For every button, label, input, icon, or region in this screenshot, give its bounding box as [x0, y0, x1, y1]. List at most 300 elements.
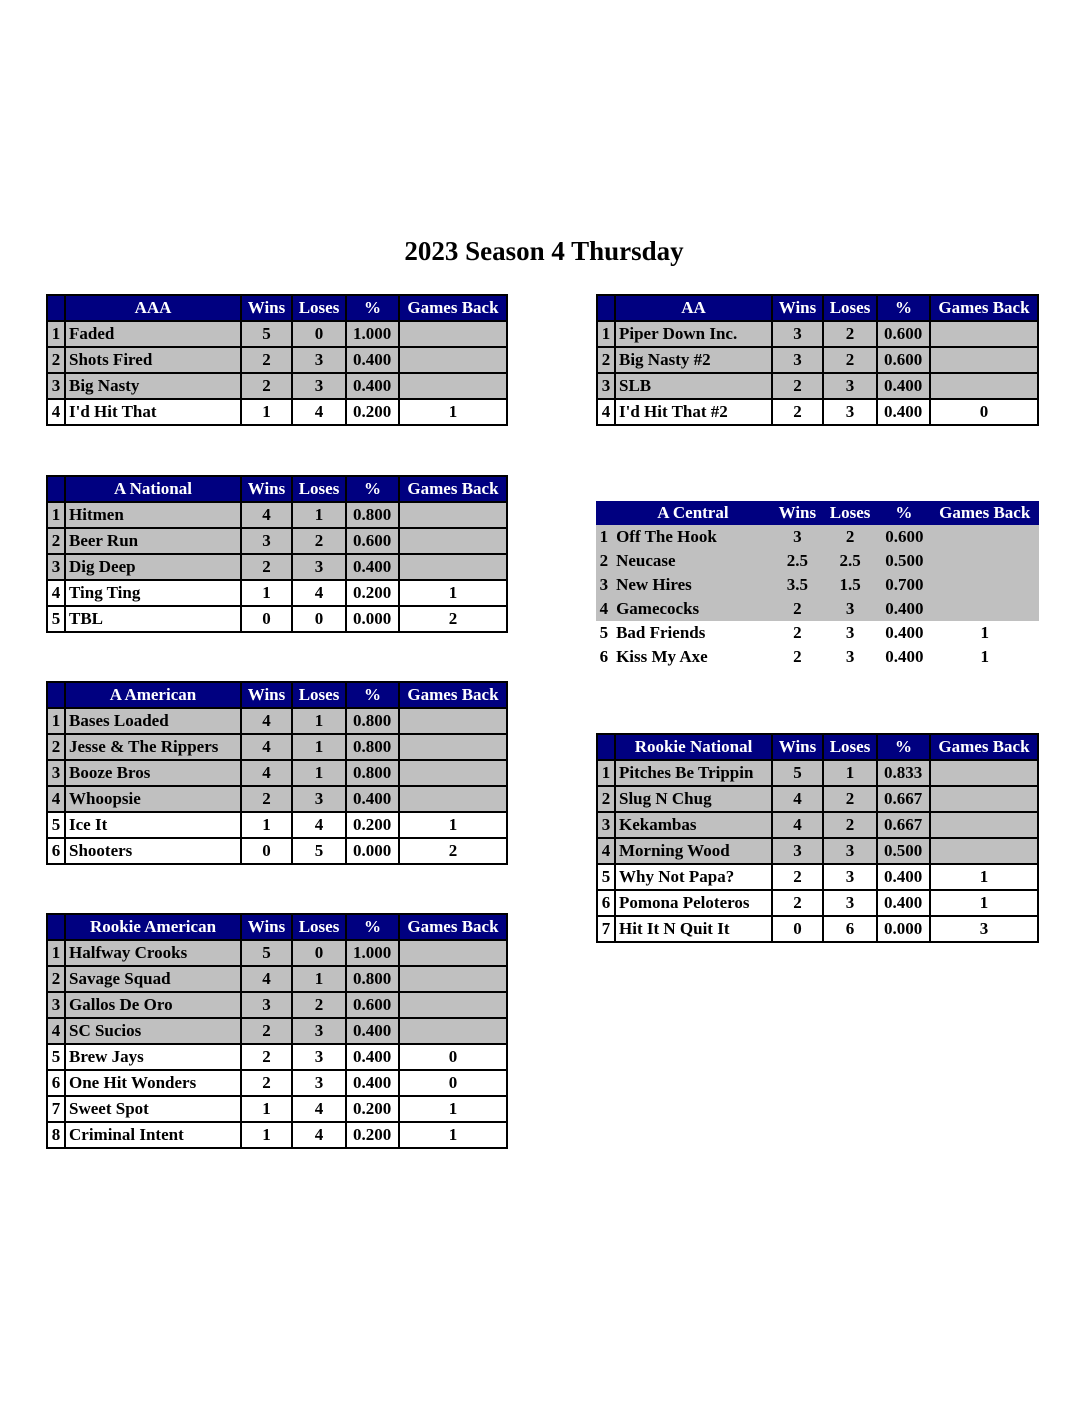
games-back-cell — [930, 321, 1038, 347]
games-back-cell: 1 — [399, 1096, 507, 1122]
loses-cell: 2 — [823, 321, 877, 347]
pct-cell: 0.833 — [877, 760, 930, 786]
loses-cell: 2 — [823, 786, 877, 812]
loses-cell: 3 — [292, 554, 346, 580]
table-header-row — [597, 295, 1038, 321]
blank-header-cell — [47, 914, 65, 940]
games-back-cell — [930, 347, 1038, 373]
loses-cell: 0 — [292, 606, 346, 632]
rank-cell: 3 — [597, 812, 615, 838]
wins-cell: 2 — [241, 347, 292, 373]
blank-header-cell — [597, 295, 615, 321]
loses-cell: 3 — [292, 1018, 346, 1044]
wins-cell: 2 — [241, 554, 292, 580]
wins-cell: 3 — [241, 528, 292, 554]
loses-cell: 3 — [823, 838, 877, 864]
wins-cell: 2.5 — [772, 549, 823, 573]
rank-cell: 2 — [597, 786, 615, 812]
team-name-cell: I'd Hit That #2 — [615, 399, 772, 425]
pct-cell: 0.000 — [346, 606, 399, 632]
pct-cell: 0.400 — [877, 645, 930, 669]
rank-cell: 3 — [47, 554, 65, 580]
rank-cell: 6 — [597, 890, 615, 916]
games-back-cell — [399, 1018, 507, 1044]
rank-cell: 5 — [596, 621, 614, 645]
table-row — [47, 502, 507, 528]
loses-cell: 1 — [292, 966, 346, 992]
pct-header: % — [877, 501, 930, 525]
games-back-cell — [399, 502, 507, 528]
wins-cell: 2 — [772, 373, 823, 399]
pct-header: % — [346, 295, 399, 321]
pct-cell: 0.600 — [877, 525, 930, 549]
loses-cell: 5 — [292, 838, 346, 864]
games-back-cell — [930, 838, 1038, 864]
wins-cell: 2 — [241, 373, 292, 399]
games-back-cell: 3 — [930, 916, 1038, 942]
games-back-cell — [399, 734, 507, 760]
pct-cell: 0.800 — [346, 966, 399, 992]
games-back-cell — [399, 760, 507, 786]
table-row — [596, 525, 1039, 549]
rank-cell: 3 — [597, 373, 615, 399]
pct-cell: 0.667 — [877, 786, 930, 812]
pct-cell: 0.667 — [877, 812, 930, 838]
division-name-header: Rookie National — [615, 734, 772, 760]
rank-cell: 2 — [597, 347, 615, 373]
table-header-row — [47, 914, 507, 940]
wins-cell: 1 — [241, 1096, 292, 1122]
loses-cell: 2 — [292, 528, 346, 554]
wins-cell: 3 — [772, 321, 823, 347]
loses-cell: 3 — [823, 890, 877, 916]
wins-cell: 4 — [241, 760, 292, 786]
pct-cell: 0.400 — [346, 1018, 399, 1044]
pct-cell: 0.000 — [346, 838, 399, 864]
wins-header: Wins — [772, 501, 823, 525]
games-back-cell: 1 — [399, 580, 507, 606]
team-name-cell: Neucase — [614, 549, 772, 573]
wins-cell: 4 — [241, 734, 292, 760]
team-name-cell: New Hires — [614, 573, 772, 597]
table-row — [47, 321, 507, 347]
rank-cell: 2 — [47, 734, 65, 760]
table-row — [47, 1018, 507, 1044]
team-name-cell: I'd Hit That — [65, 399, 241, 425]
standings-table-rookie-american — [46, 913, 508, 1149]
team-name-cell: Ice It — [65, 812, 241, 838]
table-row — [47, 708, 507, 734]
wins-cell: 1 — [241, 580, 292, 606]
team-name-cell: Pomona Peloteros — [615, 890, 772, 916]
standings-table-a-american — [46, 681, 508, 865]
team-name-cell: Big Nasty #2 — [615, 347, 772, 373]
loses-header: Loses — [292, 295, 346, 321]
table-row — [47, 760, 507, 786]
rank-cell: 2 — [596, 549, 614, 573]
wins-cell: 2 — [241, 1044, 292, 1070]
standings-table-aa — [596, 294, 1039, 426]
pct-cell: 0.400 — [877, 373, 930, 399]
loses-cell: 4 — [292, 812, 346, 838]
rank-cell: 3 — [47, 760, 65, 786]
pct-header: % — [346, 914, 399, 940]
table-row — [47, 940, 507, 966]
games-back-cell — [930, 760, 1038, 786]
team-name-cell: Slug N Chug — [615, 786, 772, 812]
rank-cell: 6 — [47, 838, 65, 864]
team-name-cell: SLB — [615, 373, 772, 399]
pct-cell: 0.600 — [877, 347, 930, 373]
pct-cell: 1.000 — [346, 940, 399, 966]
table-row — [47, 554, 507, 580]
games-back-cell — [399, 321, 507, 347]
games-back-header: Games Back — [399, 295, 507, 321]
blank-header-cell — [47, 295, 65, 321]
team-name-cell: Pitches Be Trippin — [615, 760, 772, 786]
wins-header: Wins — [241, 295, 292, 321]
table-row — [47, 1070, 507, 1096]
loses-cell: 3 — [823, 645, 877, 669]
standings-table-rookie-national — [596, 733, 1039, 943]
table-row — [47, 606, 507, 632]
games-back-header: Games Back — [930, 734, 1038, 760]
games-back-cell: 0 — [930, 399, 1038, 425]
wins-header: Wins — [241, 476, 292, 502]
table-row — [597, 347, 1038, 373]
table-row — [596, 597, 1039, 621]
table-row — [596, 645, 1039, 669]
page-title: 2023 Season 4 Thursday — [404, 236, 684, 266]
team-name-cell: Gamecocks — [614, 597, 772, 621]
pct-cell: 0.600 — [346, 528, 399, 554]
wins-cell: 4 — [241, 708, 292, 734]
team-name-cell: Why Not Papa? — [615, 864, 772, 890]
pct-cell: 0.000 — [877, 916, 930, 942]
wins-cell: 5 — [241, 940, 292, 966]
games-back-cell: 2 — [399, 606, 507, 632]
games-back-cell: 1 — [930, 864, 1038, 890]
loses-cell: 3 — [292, 786, 346, 812]
wins-cell: 1 — [241, 812, 292, 838]
loses-header: Loses — [823, 734, 877, 760]
pct-cell: 0.500 — [877, 549, 930, 573]
division-name-header: A American — [65, 682, 241, 708]
table-header-row — [597, 734, 1038, 760]
blank-header-cell — [47, 682, 65, 708]
team-name-cell: TBL — [65, 606, 241, 632]
wins-header: Wins — [772, 734, 823, 760]
games-back-cell — [930, 573, 1039, 597]
pct-cell: 0.700 — [877, 573, 930, 597]
games-back-cell — [399, 554, 507, 580]
loses-cell: 4 — [292, 580, 346, 606]
loses-cell: 3 — [823, 373, 877, 399]
wins-cell: 3 — [772, 838, 823, 864]
team-name-cell: Jesse & The Rippers — [65, 734, 241, 760]
games-back-cell — [930, 373, 1038, 399]
rank-cell: 1 — [47, 321, 65, 347]
pct-cell: 0.400 — [346, 554, 399, 580]
standings-table-a-national — [46, 475, 508, 633]
wins-cell: 4 — [241, 502, 292, 528]
pct-cell: 0.800 — [346, 760, 399, 786]
pct-cell: 0.600 — [877, 321, 930, 347]
pct-cell: 0.800 — [346, 734, 399, 760]
table-row — [597, 760, 1038, 786]
loses-cell: 4 — [292, 1122, 346, 1148]
games-back-cell — [399, 966, 507, 992]
division-name-header: AAA — [65, 295, 241, 321]
rank-cell: 1 — [597, 760, 615, 786]
rank-cell: 2 — [47, 347, 65, 373]
loses-cell: 1 — [823, 760, 877, 786]
table-row — [47, 580, 507, 606]
wins-cell: 2 — [241, 1070, 292, 1096]
table-row — [597, 890, 1038, 916]
team-name-cell: Criminal Intent — [65, 1122, 241, 1148]
loses-cell: 4 — [292, 399, 346, 425]
wins-cell: 2 — [772, 621, 823, 645]
pct-cell: 0.200 — [346, 580, 399, 606]
rank-cell: 5 — [47, 1044, 65, 1070]
table-row — [597, 838, 1038, 864]
games-back-cell: 2 — [399, 838, 507, 864]
games-back-header: Games Back — [930, 501, 1039, 525]
table-row — [47, 399, 507, 425]
games-back-cell — [399, 940, 507, 966]
loses-cell: 4 — [292, 1096, 346, 1122]
rank-cell: 3 — [47, 992, 65, 1018]
team-name-cell: Booze Bros — [65, 760, 241, 786]
team-name-cell: Whoopsie — [65, 786, 241, 812]
games-back-header: Games Back — [399, 476, 507, 502]
loses-cell: 1 — [292, 502, 346, 528]
division-name-header: A Central — [614, 501, 772, 525]
loses-cell: 0 — [292, 321, 346, 347]
wins-cell: 0 — [241, 838, 292, 864]
games-back-cell: 1 — [399, 812, 507, 838]
loses-header: Loses — [292, 682, 346, 708]
loses-header: Loses — [823, 501, 877, 525]
pct-header: % — [346, 476, 399, 502]
loses-cell: 2.5 — [823, 549, 877, 573]
rank-cell: 4 — [596, 597, 614, 621]
pct-cell: 0.400 — [877, 597, 930, 621]
team-name-cell: Big Nasty — [65, 373, 241, 399]
rank-cell: 7 — [47, 1096, 65, 1122]
table-header-row — [47, 295, 507, 321]
team-name-cell: One Hit Wonders — [65, 1070, 241, 1096]
table-row — [47, 528, 507, 554]
standings-table-aaa — [46, 294, 508, 426]
team-name-cell: Shots Fired — [65, 347, 241, 373]
rank-cell: 4 — [47, 1018, 65, 1044]
wins-cell: 1 — [241, 399, 292, 425]
team-name-cell: Halfway Crooks — [65, 940, 241, 966]
team-name-cell: Hitmen — [65, 502, 241, 528]
loses-cell: 2 — [823, 525, 877, 549]
table-row — [597, 916, 1038, 942]
division-name-header: AA — [615, 295, 772, 321]
table-row — [47, 1044, 507, 1070]
games-back-cell — [930, 525, 1039, 549]
team-name-cell: Sweet Spot — [65, 1096, 241, 1122]
games-back-cell — [399, 786, 507, 812]
team-name-cell: Gallos De Oro — [65, 992, 241, 1018]
pct-cell: 0.400 — [877, 890, 930, 916]
wins-cell: 3.5 — [772, 573, 823, 597]
table-header-row — [47, 682, 507, 708]
team-name-cell: Dig Deep — [65, 554, 241, 580]
table-row — [47, 347, 507, 373]
loses-cell: 1 — [292, 734, 346, 760]
games-back-header: Games Back — [399, 682, 507, 708]
team-name-cell: Piper Down Inc. — [615, 321, 772, 347]
wins-header: Wins — [241, 682, 292, 708]
pct-cell: 0.400 — [346, 1070, 399, 1096]
games-back-cell: 1 — [930, 645, 1039, 669]
games-back-cell — [399, 528, 507, 554]
rank-cell: 1 — [596, 525, 614, 549]
pct-cell: 0.500 — [877, 838, 930, 864]
standings-table-a-central — [596, 501, 1039, 669]
loses-cell: 1 — [292, 760, 346, 786]
wins-cell: 0 — [772, 916, 823, 942]
games-back-cell — [399, 347, 507, 373]
table-row — [597, 373, 1038, 399]
loses-cell: 2 — [823, 347, 877, 373]
games-back-cell: 0 — [399, 1070, 507, 1096]
team-name-cell: Kiss My Axe — [614, 645, 772, 669]
team-name-cell: Ting Ting — [65, 580, 241, 606]
loses-cell: 3 — [292, 1044, 346, 1070]
pct-header: % — [877, 734, 930, 760]
wins-cell: 2 — [772, 890, 823, 916]
rank-cell: 7 — [597, 916, 615, 942]
loses-cell: 0 — [292, 940, 346, 966]
pct-header: % — [877, 295, 930, 321]
table-row — [47, 838, 507, 864]
loses-cell: 1 — [292, 708, 346, 734]
pct-cell: 0.400 — [346, 1044, 399, 1070]
loses-header: Loses — [292, 914, 346, 940]
table-row — [596, 621, 1039, 645]
team-name-cell: Bad Friends — [614, 621, 772, 645]
pct-cell: 0.400 — [346, 347, 399, 373]
rank-cell: 4 — [47, 786, 65, 812]
table-row — [47, 373, 507, 399]
blank-header-cell — [47, 476, 65, 502]
games-back-header: Games Back — [399, 914, 507, 940]
games-back-cell — [399, 992, 507, 1018]
loses-cell: 2 — [292, 992, 346, 1018]
rank-cell: 3 — [596, 573, 614, 597]
division-name-header: Rookie American — [65, 914, 241, 940]
pct-cell: 0.800 — [346, 502, 399, 528]
table-row — [47, 786, 507, 812]
wins-cell: 3 — [241, 992, 292, 1018]
table-row — [47, 1096, 507, 1122]
wins-cell: 4 — [241, 966, 292, 992]
rank-cell: 4 — [47, 399, 65, 425]
table-header-row — [596, 501, 1039, 525]
wins-cell: 2 — [241, 786, 292, 812]
wins-cell: 5 — [241, 321, 292, 347]
games-back-cell: 1 — [399, 1122, 507, 1148]
rank-cell: 8 — [47, 1122, 65, 1148]
pct-cell: 0.400 — [346, 786, 399, 812]
wins-cell: 2 — [772, 597, 823, 621]
loses-cell: 1.5 — [823, 573, 877, 597]
blank-header-cell — [597, 734, 615, 760]
table-row — [47, 812, 507, 838]
pct-cell: 0.200 — [346, 399, 399, 425]
rank-cell: 4 — [597, 399, 615, 425]
pct-cell: 0.400 — [877, 621, 930, 645]
loses-cell: 3 — [823, 864, 877, 890]
games-back-cell — [399, 708, 507, 734]
rank-cell: 1 — [597, 321, 615, 347]
games-back-cell: 0 — [399, 1044, 507, 1070]
wins-cell: 2 — [772, 864, 823, 890]
blank-header-cell — [596, 501, 614, 525]
pct-cell: 0.200 — [346, 1122, 399, 1148]
loses-cell: 3 — [823, 597, 877, 621]
table-row — [596, 549, 1039, 573]
loses-cell: 3 — [823, 399, 877, 425]
games-back-cell — [930, 812, 1038, 838]
team-name-cell: Beer Run — [65, 528, 241, 554]
rank-cell: 5 — [47, 812, 65, 838]
team-name-cell: Bases Loaded — [65, 708, 241, 734]
wins-header: Wins — [772, 295, 823, 321]
wins-cell: 3 — [772, 525, 823, 549]
rank-cell: 2 — [47, 966, 65, 992]
team-name-cell: Morning Wood — [615, 838, 772, 864]
table-row — [597, 399, 1038, 425]
games-back-cell: 1 — [930, 890, 1038, 916]
rank-cell: 5 — [47, 606, 65, 632]
team-name-cell: Faded — [65, 321, 241, 347]
team-name-cell: Savage Squad — [65, 966, 241, 992]
pct-cell: 0.400 — [346, 373, 399, 399]
rank-cell: 6 — [47, 1070, 65, 1096]
pct-cell: 0.600 — [346, 992, 399, 1018]
rank-cell: 1 — [47, 708, 65, 734]
loses-cell: 3 — [292, 347, 346, 373]
pct-cell: 0.800 — [346, 708, 399, 734]
table-header-row — [47, 476, 507, 502]
table-row — [47, 992, 507, 1018]
games-back-cell — [930, 786, 1038, 812]
pct-cell: 0.200 — [346, 812, 399, 838]
table-row — [596, 573, 1039, 597]
table-row — [47, 966, 507, 992]
wins-cell: 4 — [772, 812, 823, 838]
games-back-cell: 1 — [930, 621, 1039, 645]
table-row — [597, 864, 1038, 890]
team-name-cell: SC Sucios — [65, 1018, 241, 1044]
games-back-cell — [930, 597, 1039, 621]
games-back-header: Games Back — [930, 295, 1038, 321]
pct-header: % — [346, 682, 399, 708]
wins-cell: 2 — [241, 1018, 292, 1044]
wins-cell: 3 — [772, 347, 823, 373]
wins-cell: 2 — [772, 399, 823, 425]
pct-cell: 0.200 — [346, 1096, 399, 1122]
rank-cell: 1 — [47, 940, 65, 966]
